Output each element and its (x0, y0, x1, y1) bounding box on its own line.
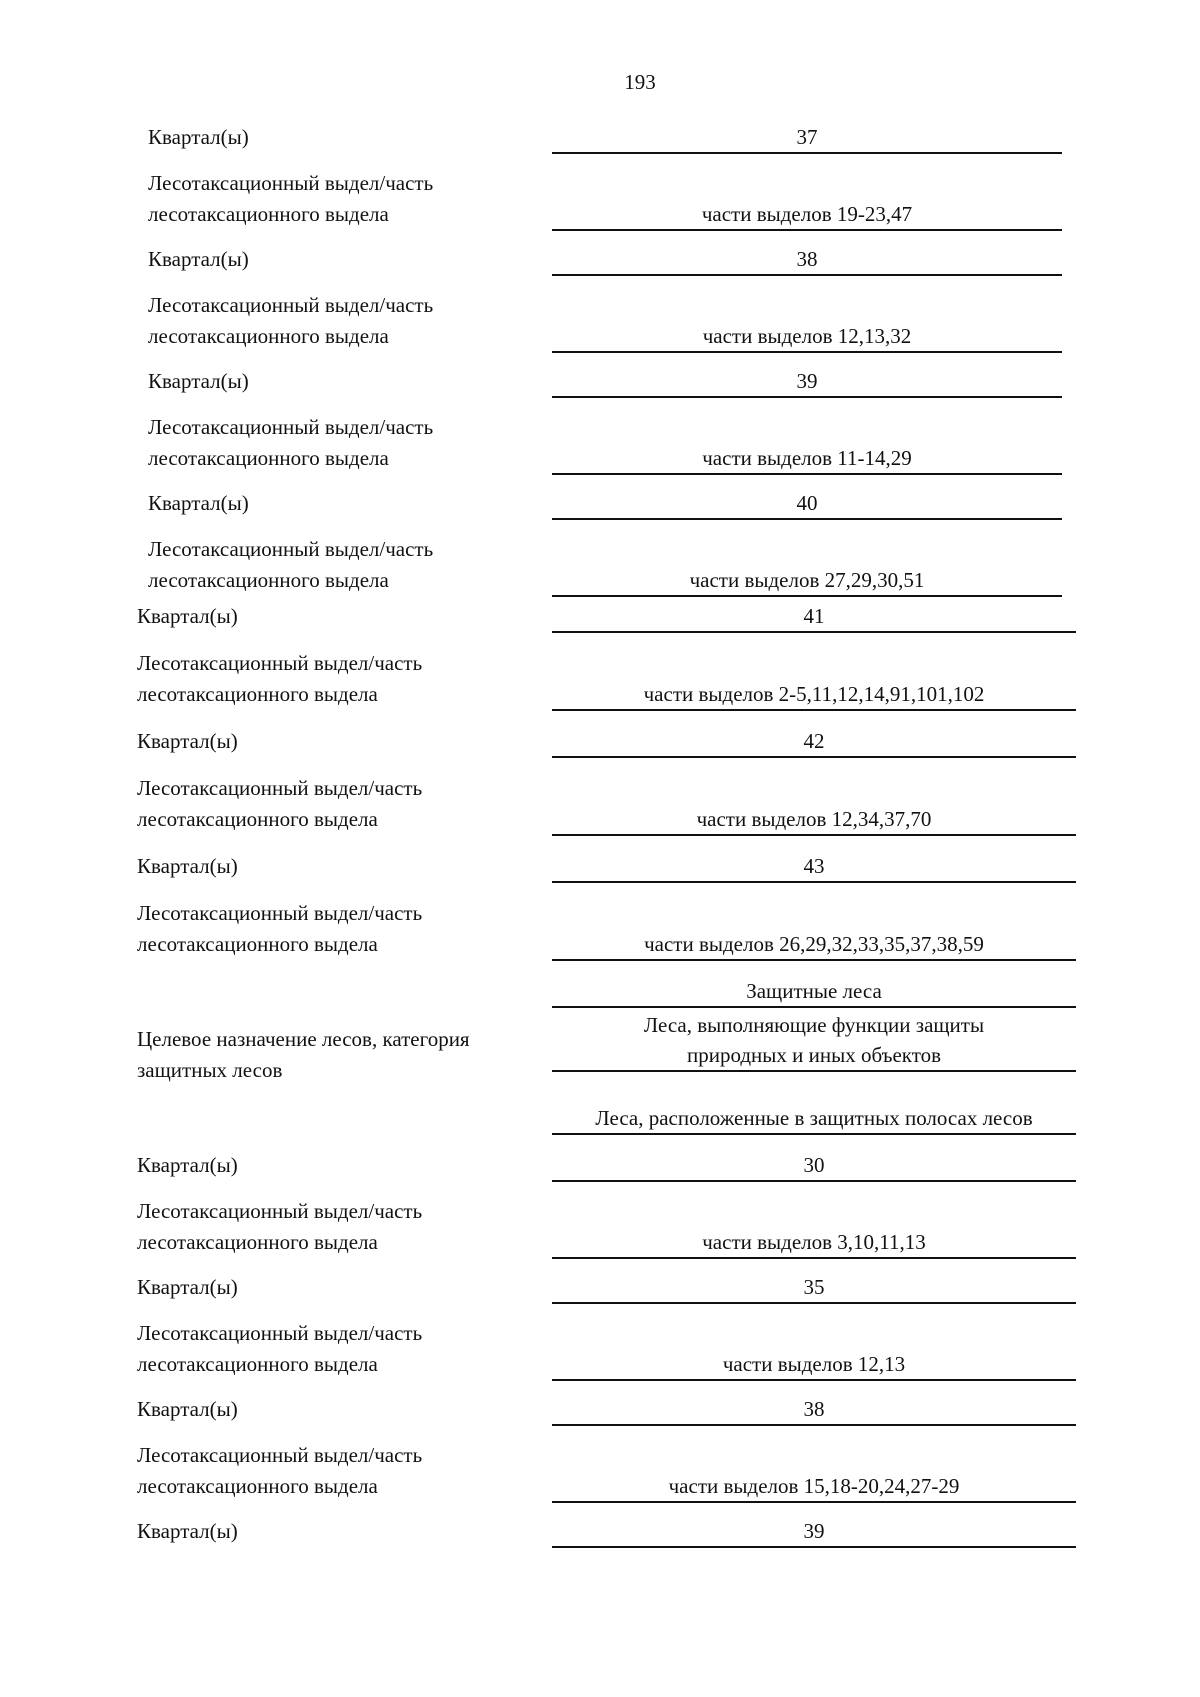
protection-category-line1: Леса, выполняющие функции защиты (643, 1013, 985, 1037)
quarter-value: 43 (552, 851, 1076, 883)
quarter-value: 40 (552, 488, 1062, 520)
allotment-label-line1: Лесотаксационный выдел/часть (148, 415, 434, 439)
quarter-value: 42 (552, 726, 1076, 758)
quarter-label: Квартал(ы) (148, 491, 249, 515)
allotment-label-line2: лесотаксационного выдела (148, 324, 389, 348)
allotment-value: части выделов 15,18-20,24,27-29 (552, 1471, 1076, 1503)
quarter-label: Квартал(ы) (137, 1397, 238, 1421)
allotment-label-line2: лесотаксационного выдела (137, 1474, 378, 1498)
quarter-label: Квартал(ы) (137, 1275, 238, 1299)
purpose-label-line2: защитных лесов (137, 1058, 283, 1082)
allotment-label-line2: лесотаксационного выдела (148, 446, 389, 470)
quarter-value: 35 (552, 1272, 1076, 1304)
allotment-value: части выделов 2-5,11,12,14,91,101,102 (552, 679, 1076, 711)
allotment-label-line2: лесотаксационного выдела (148, 202, 389, 226)
quarter-label: Квартал(ы) (137, 729, 238, 753)
allotment-value: части выделов 11-14,29 (552, 443, 1062, 475)
allotment-label-line2: лесотаксационного выдела (137, 682, 378, 706)
protective-forests-value: Защитные леса (552, 976, 1076, 1008)
quarter-label: Квартал(ы) (137, 854, 238, 878)
allotment-label-line1: Лесотаксационный выдел/часть (137, 1321, 423, 1345)
allotment-value: части выделов 12,13 (552, 1349, 1076, 1381)
allotment-value: части выделов 26,29,32,33,35,37,38,59 (552, 929, 1076, 961)
allotment-label-line1: Лесотаксационный выдел/часть (137, 651, 423, 675)
allotment-label-line1: Лесотаксационный выдел/часть (148, 171, 434, 195)
quarter-label: Квартал(ы) (137, 1519, 238, 1543)
protection-category-value (552, 1010, 1076, 1072)
allotment-label-line1: Лесотаксационный выдел/часть (137, 901, 423, 925)
protective-strips-value: Леса, расположенные в защитных полосах лесов (552, 1103, 1076, 1135)
allotment-value: части выделов 12,34,37,70 (552, 804, 1076, 836)
quarter-value: 41 (552, 601, 1076, 633)
allotment-label-line2: лесотаксационного выдела (137, 807, 378, 831)
quarter-value: 39 (552, 366, 1062, 398)
quarter-value: 38 (552, 244, 1062, 276)
quarter-label: Квартал(ы) (148, 369, 249, 393)
quarter-label: Квартал(ы) (148, 247, 249, 271)
allotment-label-line2: лесотаксационного выдела (137, 1230, 378, 1254)
allotment-value: части выделов 27,29,30,51 (552, 565, 1062, 597)
allotment-label-line2: лесотаксационного выдела (137, 1352, 378, 1376)
allotment-label-line1: Лесотаксационный выдел/часть (137, 1199, 423, 1223)
allotment-label-line2: лесотаксационного выдела (148, 568, 389, 592)
quarter-value: 39 (552, 1516, 1076, 1548)
quarter-label: Квартал(ы) (148, 125, 249, 149)
allotment-label-line2: лесотаксационного выдела (137, 932, 378, 956)
page-number: 193 (624, 70, 656, 94)
allotment-label-line1: Лесотаксационный выдел/часть (137, 1443, 423, 1467)
purpose-label-line1: Целевое назначение лесов, категория (137, 1027, 470, 1051)
protection-category-line2: природных и иных объектов (686, 1043, 942, 1067)
allotment-label-line1: Лесотаксационный выдел/часть (137, 776, 423, 800)
quarter-label: Квартал(ы) (137, 604, 238, 628)
allotment-value: части выделов 19-23,47 (552, 199, 1062, 231)
quarter-value: 38 (552, 1394, 1076, 1426)
allotment-value: части выделов 3,10,11,13 (552, 1227, 1076, 1259)
allotment-label-line1: Лесотаксационный выдел/часть (148, 293, 434, 317)
quarter-label: Квартал(ы) (137, 1153, 238, 1177)
quarter-value: 30 (552, 1150, 1076, 1182)
allotment-value: части выделов 12,13,32 (552, 321, 1062, 353)
allotment-label-line1: Лесотаксационный выдел/часть (148, 537, 434, 561)
quarter-value: 37 (552, 122, 1062, 154)
